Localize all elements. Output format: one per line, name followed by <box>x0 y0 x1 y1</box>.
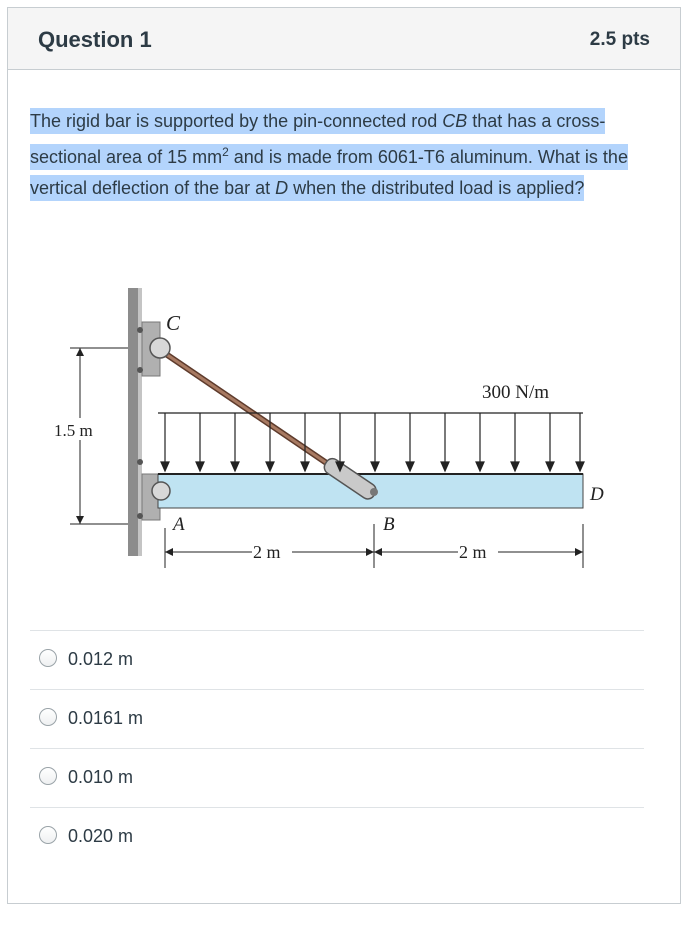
question-text-part1: The rigid bar is supported by the pin-connected rod <box>30 111 443 131</box>
load-label: 300 N/m <box>482 382 550 403</box>
point-label-inline: D <box>275 178 289 198</box>
radio-button[interactable] <box>39 826 57 844</box>
dim-ab-label: 2 m <box>253 542 281 562</box>
rod-cb-highlight <box>160 350 328 464</box>
length-dimension <box>165 524 583 568</box>
dim-arrow-icon <box>575 548 583 556</box>
answer-label[interactable]: 0.010 m <box>68 767 134 787</box>
radio-button[interactable] <box>39 767 57 785</box>
label-a: A <box>173 514 185 535</box>
answer-option[interactable] <box>30 689 644 748</box>
beam-diagram <box>40 278 604 578</box>
label-b: B <box>383 514 395 535</box>
answer-list <box>30 630 644 866</box>
answer-option[interactable] <box>30 748 644 807</box>
question-title: Question 1 <box>38 27 152 52</box>
answer-label[interactable]: 0.020 m <box>68 826 134 846</box>
dim-arrow-icon <box>76 348 84 356</box>
bolt-icon <box>137 513 143 519</box>
radio-button[interactable] <box>39 649 57 667</box>
load-arrows <box>161 413 584 471</box>
bolt-icon <box>137 459 143 465</box>
answer-label[interactable]: 0.0161 m <box>68 708 144 728</box>
height-label: 1.5 m <box>54 421 93 440</box>
answer-label[interactable]: 0.012 m <box>68 649 134 669</box>
question-points: 2.5 pts <box>589 29 650 50</box>
wall <box>128 288 138 556</box>
bolt-icon <box>137 367 143 373</box>
dim-arrow-icon <box>366 548 374 556</box>
radio-button[interactable] <box>39 708 57 726</box>
question-header <box>8 8 680 70</box>
pin-b <box>370 488 378 496</box>
dim-arrow-icon <box>165 548 173 556</box>
question-text <box>30 106 646 204</box>
rod-label-inline: CB <box>442 111 468 131</box>
pin-a <box>152 482 170 500</box>
bolt-icon <box>137 327 143 333</box>
question-text-part4: when the distributed load is applied? <box>288 178 585 198</box>
dim-arrow-icon <box>374 548 382 556</box>
label-d: D <box>590 484 604 505</box>
question-text-part3: and is made from 6061-T6 aluminum. What is the vertical deflection of the bar at <box>30 147 628 198</box>
dim-bd-label: 2 m <box>459 542 487 562</box>
dim-arrow-icon <box>76 516 84 524</box>
answer-option[interactable] <box>30 807 644 866</box>
question-text-part2: that has a cross-sectional area of 15 mm <box>30 111 606 167</box>
pin-c <box>150 338 170 358</box>
label-c: C <box>166 311 181 335</box>
answer-option[interactable] <box>30 630 644 689</box>
superscript-2: 2 <box>222 145 229 159</box>
